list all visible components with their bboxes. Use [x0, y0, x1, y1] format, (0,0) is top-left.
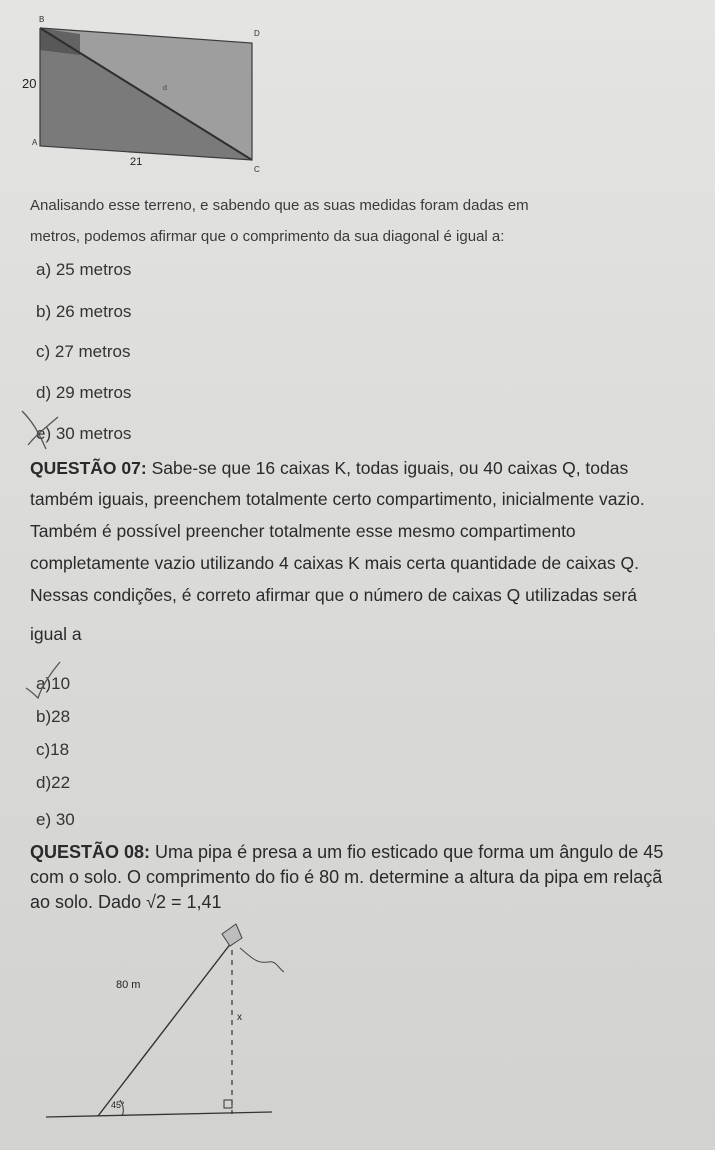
- kite-tail: [240, 948, 284, 972]
- q7-option-b: b)28: [36, 707, 71, 726]
- q6-text-line-2: metros, podemos afirmar que o comprimento da sua diagonal é igual a:: [30, 228, 505, 245]
- hypotenuse-label: 80 m: [116, 979, 141, 991]
- q6-option-b: b) 26 metros: [36, 302, 132, 321]
- q8-label: QUESTÃO 08:: [30, 842, 151, 862]
- kite-icon: [222, 924, 242, 946]
- q7-option-d: d)22: [36, 773, 71, 792]
- vertex-d-label: D: [254, 29, 260, 38]
- q7-option-a: a)10: [36, 674, 71, 693]
- q7-line-5: Nessas condições, é correto afirmar que o número de caixas Q utilizadas será: [30, 585, 637, 605]
- q8-line-1: [30, 842, 663, 863]
- handwritten-x-mark: [18, 405, 68, 455]
- q7-label: QUESTÃO 07:: [30, 458, 147, 478]
- angle-45-label: 45°: [111, 1100, 125, 1110]
- q7-line-1: [30, 458, 628, 479]
- q7-line-2: também iguais, preenchem totalmente certo compartimento, inicialmente vazio.: [30, 489, 645, 509]
- kite-string-line: [98, 934, 238, 1116]
- q6-option-d: d) 29 metros: [36, 383, 132, 402]
- q6-text-line-1: Analisando esse terreno, e sabendo que as suas medidas foram dadas em: [30, 197, 529, 214]
- side-length-label: 20: [22, 76, 37, 91]
- vertex-b-label: B: [39, 15, 45, 24]
- handwritten-check-mark: [20, 658, 64, 702]
- vertex-a-label: A: [32, 138, 38, 147]
- q8-line-1-text: Uma pipa é presa a um fio esticado que forma um ângulo de 45: [150, 842, 664, 862]
- q7-line-3: Também é possível preencher totalmente esse mesmo compartimento: [30, 521, 576, 541]
- diagonal-label: d: [163, 85, 167, 92]
- q8-line-3: ao solo. Dado √2 = 1,41: [30, 892, 222, 912]
- q7-line-6: igual a: [30, 624, 82, 644]
- right-angle-marker: [224, 1100, 232, 1108]
- bottom-length-label: 21: [130, 156, 143, 168]
- q6-option-a: a) 25 metros: [36, 260, 132, 279]
- kite-triangle-figure: [40, 920, 300, 1125]
- q6-option-e: e) 30 metros: [36, 424, 132, 443]
- ground-line: [46, 1112, 272, 1117]
- q7-line-1-text: Sabe-se que 16 caixas K, todas iguais, ou 40 caixas Q, todas: [146, 458, 629, 478]
- vertex-c-label: C: [254, 165, 260, 174]
- height-x-label: x: [237, 1012, 242, 1023]
- q6-option-c: c) 27 metros: [36, 342, 131, 361]
- q8-line-2: com o solo. O comprimento do fio é 80 m. determine a altura da pipa em relaçã: [30, 867, 663, 887]
- q7-line-4: completamente vazio utilizando 4 caixas K mais certa quantidade de caixas Q.: [30, 553, 639, 573]
- rectangle-diagonal-figure: [20, 10, 280, 175]
- q7-option-c: c)18: [36, 740, 70, 759]
- q7-option-e: e) 30: [36, 810, 75, 829]
